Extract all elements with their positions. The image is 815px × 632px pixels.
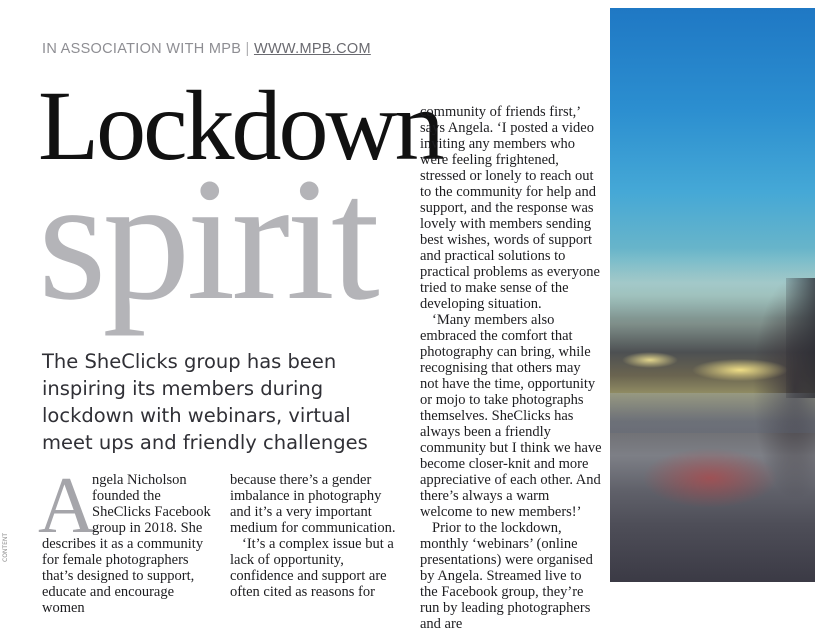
photo-sky-haze bbox=[610, 248, 815, 318]
headline-line-1: Lockdown bbox=[38, 70, 442, 181]
article-column-3 bbox=[420, 104, 602, 632]
col3-paragraph: community of friends first,’ says Angela. ‘I posted a video inviting any members who were feeling frightened, stressed or lonely to reach out to the community for help and support, and the response was lovely with members sending best wishes, words of support and practical solutions to practical problems as everyone tried to make sense of the developing situation. bbox=[420, 104, 600, 312]
col1-line: SheClicks Facebook bbox=[92, 504, 211, 520]
photo-street-band bbox=[610, 393, 815, 433]
col1-line: that’s designed to support, bbox=[42, 568, 195, 584]
col1-line: for female photographers bbox=[42, 552, 189, 568]
col1-line: founded the bbox=[92, 488, 161, 504]
article-column-1 bbox=[42, 472, 212, 616]
headline-line-2: spirit bbox=[38, 142, 376, 337]
sponsor-kicker bbox=[42, 41, 371, 57]
col1-line: educate and encourage women bbox=[42, 584, 175, 616]
col3-paragraph: ‘Many members also embraced the comfort that photography can bring, while recognising that others may not have the time, opportunity or mojo to take photographs themselves. SheClicks has always been a friendly community but I think we have become closer-knit and more appreciative of each other. And there’s always a warm welcome to new members!’ bbox=[420, 312, 602, 520]
col2-paragraph: ‘It’s a complex issue but a lack of opportunity, confidence and support are often cited as reasons for bbox=[230, 536, 394, 600]
blurred-cityscape-photo bbox=[610, 8, 815, 582]
drop-cap: A bbox=[38, 462, 96, 550]
col1-line: ngela Nicholson bbox=[92, 472, 187, 488]
kicker-separator: | bbox=[245, 41, 250, 57]
col1-line: group in 2018. She bbox=[92, 520, 203, 536]
col1-line: describes it as a community bbox=[42, 536, 204, 552]
photo-building-silhouette bbox=[786, 278, 815, 398]
col2-paragraph: because there’s a gender imbalance in photography and it’s a very important medium for communication. bbox=[230, 472, 396, 536]
page-side-label: CONTENT bbox=[2, 532, 9, 562]
kicker-text: IN ASSOCIATION WITH MPB bbox=[42, 41, 242, 57]
mpb-website-link[interactable]: WWW.MPB.COM bbox=[253, 41, 371, 57]
article-column-2 bbox=[230, 472, 400, 600]
standfirst: The SheClicks group has been inspiring its members during lockdown with webinars, virtual meet ups and friendly challenges bbox=[42, 350, 368, 454]
col3-paragraph: Prior to the lockdown, monthly ‘webinars’ (online presentations) were organised by Angela. Streamed live to the Facebook group, they’re run by leading photographers and are bbox=[420, 520, 593, 632]
